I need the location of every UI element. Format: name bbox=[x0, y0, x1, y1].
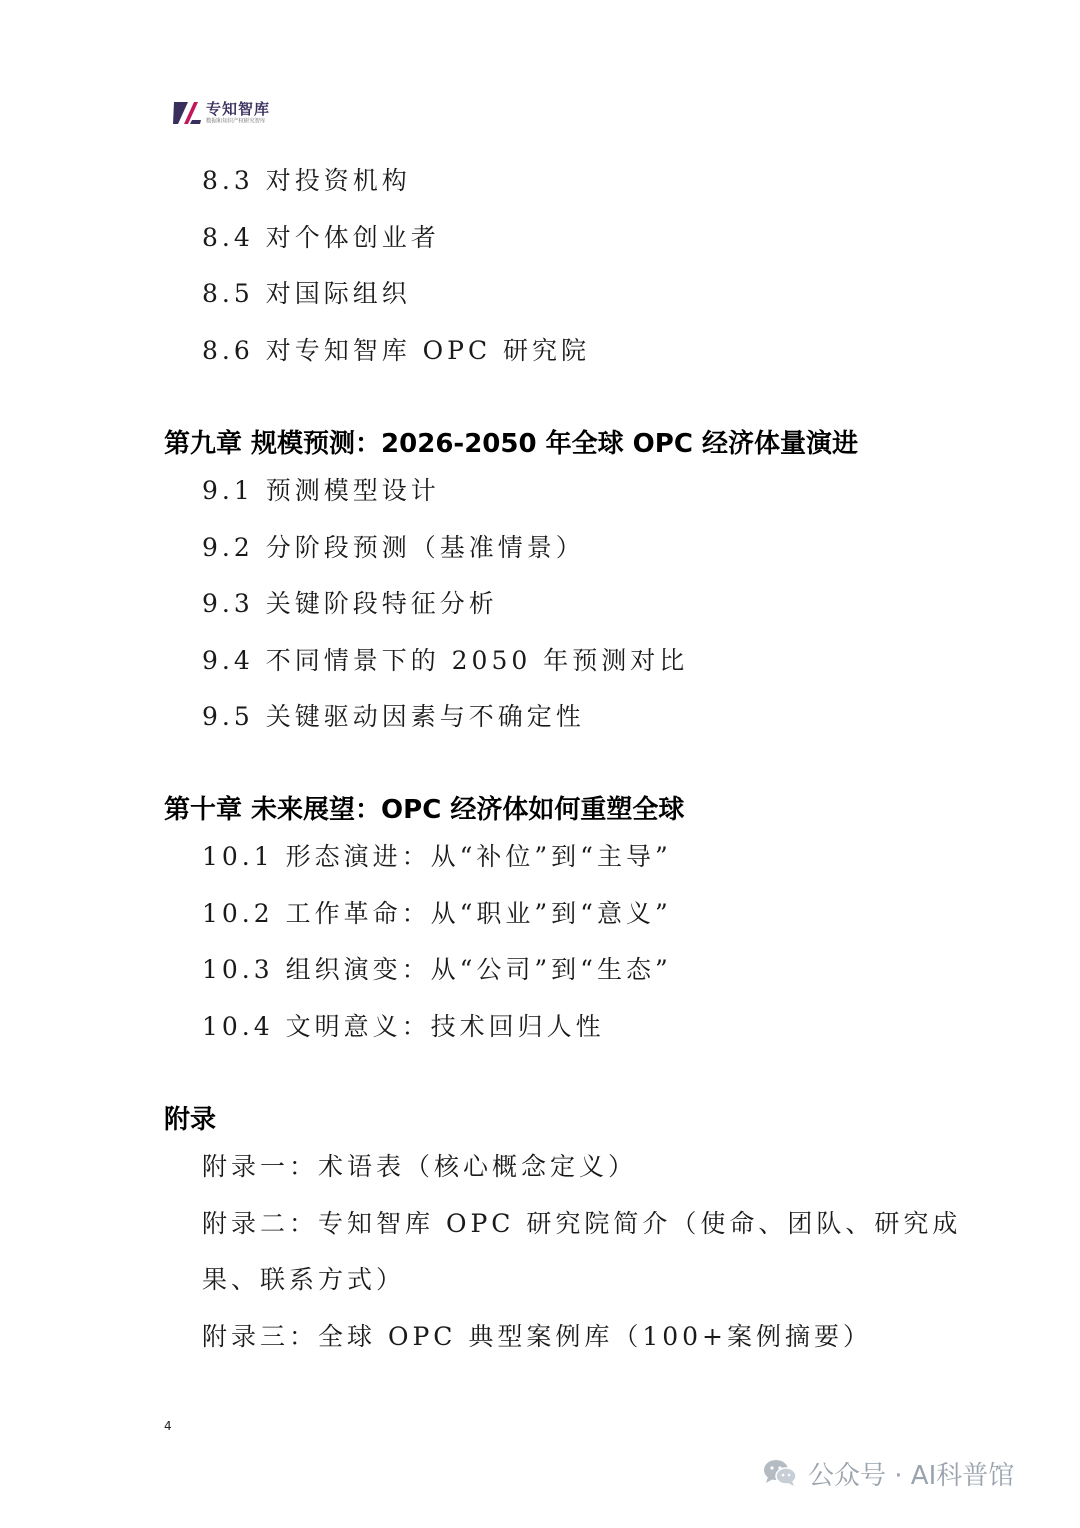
toc-entry: 10.1 形态演进：从“补位”到“主导” bbox=[202, 842, 672, 871]
header-logo bbox=[172, 96, 272, 130]
toc-entry: 10.3 组织演变：从“公司”到“生态” bbox=[202, 955, 672, 984]
toc-entry: 8.6 对专知智库 OPC 研究院 bbox=[202, 336, 591, 365]
toc-entry: 10.2 工作革命：从“职业”到“意义” bbox=[202, 899, 672, 928]
toc-entry: 9.4 不同情景下的 2050 年预测对比 bbox=[202, 646, 689, 675]
toc-entry: 9.1 预测模型设计 bbox=[202, 476, 440, 505]
appendix-heading: 附录 bbox=[164, 1105, 217, 1135]
page-number: 4 bbox=[164, 1419, 172, 1433]
logo-name: 专知智库 bbox=[206, 99, 271, 118]
toc-entry-continuation: 果、联系方式） bbox=[202, 1265, 406, 1294]
watermark-text: 公众号 · AI科普馆 bbox=[808, 1460, 1015, 1491]
toc-entry: 10.4 文明意义：技术回归人性 bbox=[202, 1012, 605, 1041]
toc-entry: 9.3 关键阶段特征分析 bbox=[202, 589, 498, 618]
toc-entry: 附录三：全球 OPC 典型案例库（100+案例摘要） bbox=[202, 1322, 873, 1351]
chapter-10-heading: 第十章 未来展望：OPC 经济体如何重塑全球 bbox=[164, 795, 685, 825]
wechat-icon bbox=[762, 1457, 798, 1489]
toc-entry: 8.4 对个体创业者 bbox=[202, 223, 440, 252]
toc-entry: 8.5 对国际组织 bbox=[202, 279, 411, 308]
toc-entry: 9.5 关键驱动因素与不确定性 bbox=[202, 702, 585, 731]
zhuanzhi-logo-icon bbox=[172, 99, 202, 127]
logo-subtitle: 数据和知识产权研究智库 bbox=[206, 117, 266, 124]
logo-text bbox=[206, 101, 272, 126]
toc-entry: 9.2 分阶段预测（基准情景） bbox=[202, 533, 585, 562]
toc-entry: 附录一：术语表（核心概念定义） bbox=[202, 1152, 638, 1181]
chapter-9-heading: 第九章 规模预测：2026-2050 年全球 OPC 经济体量演进 bbox=[164, 429, 858, 459]
toc-entry: 8.3 对投资机构 bbox=[202, 166, 411, 195]
toc-entry: 附录二：专知智库 OPC 研究院简介（使命、团队、研究成 bbox=[202, 1209, 962, 1238]
watermark bbox=[762, 1453, 1014, 1493]
